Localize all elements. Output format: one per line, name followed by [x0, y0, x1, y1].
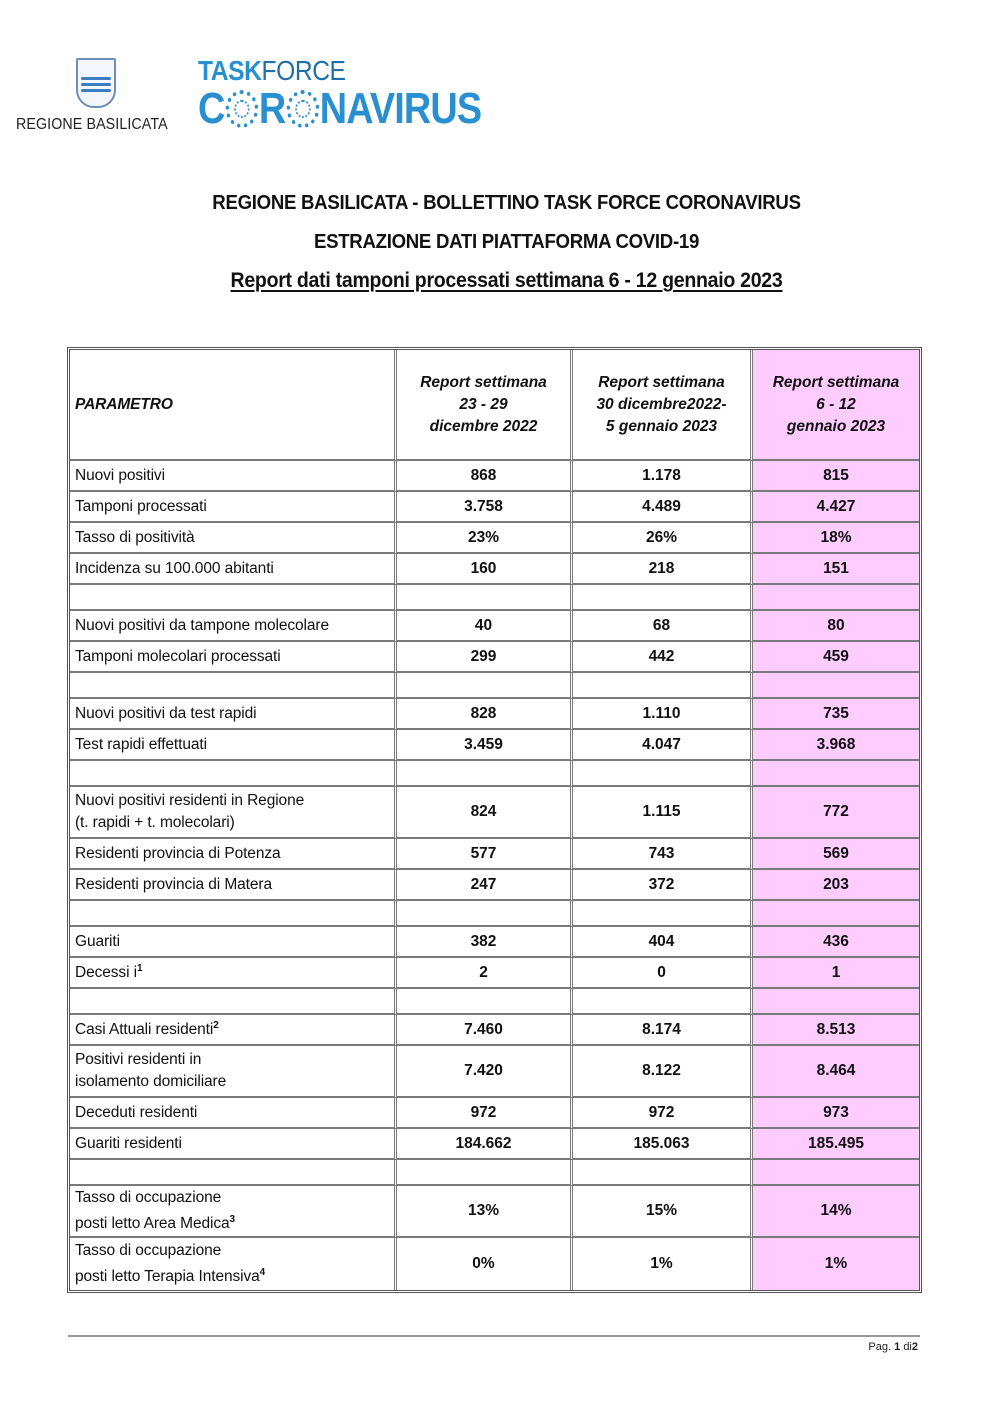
- blank-separator-row: [70, 901, 919, 927]
- value-week-2: 1.110: [573, 699, 753, 730]
- blank-separator-row: [70, 585, 919, 611]
- value-week-3: 151: [753, 554, 919, 585]
- header-week-1: Report settimana 23 - 29 dicembre 2022: [397, 350, 573, 461]
- footnote-marker: 2: [213, 1020, 219, 1031]
- row-label: Deceduti residenti: [70, 1098, 397, 1129]
- crest-icon: [76, 58, 116, 108]
- table-header-row: [70, 350, 919, 461]
- row-label: Guariti residenti: [70, 1129, 397, 1160]
- force-text: FORCE: [261, 55, 346, 86]
- value-week-2: 0: [573, 958, 753, 989]
- table-row: [70, 523, 919, 554]
- table-row: [70, 1015, 919, 1046]
- value-week-1: 299: [397, 642, 573, 673]
- value-week-3: 4.427: [753, 492, 919, 523]
- value-week-2: 15%: [573, 1186, 753, 1238]
- navirus-text: NAVIRUS: [319, 84, 482, 133]
- regione-basilicata-logo: [16, 58, 181, 138]
- value-week-2: 218: [573, 554, 753, 585]
- table-row: [70, 492, 919, 523]
- row-label: Tasso di occupazione posti letto Terapia Intensiva$^4$: [70, 1238, 397, 1290]
- value-week-3: 3.968: [753, 730, 919, 761]
- table-row: [70, 1098, 919, 1129]
- value-week-3: 1%: [753, 1238, 919, 1290]
- blank-separator-row: [70, 989, 919, 1015]
- value-week-1: 382: [397, 927, 573, 958]
- task-text: TASK: [198, 55, 262, 86]
- value-week-1: 40: [397, 611, 573, 642]
- row-label: Positivi residenti in isolamento domiciliare: [70, 1046, 397, 1098]
- row-label: Residenti provincia di Potenza: [70, 839, 397, 870]
- value-week-1: 7.420: [397, 1046, 573, 1098]
- value-week-3: 14%: [753, 1186, 919, 1238]
- table-row: [70, 1186, 919, 1238]
- table-row: [70, 554, 919, 585]
- value-week-3: 973: [753, 1098, 919, 1129]
- virus-icon: [286, 90, 319, 128]
- coronavirus-wordmark: [198, 86, 481, 132]
- region-name: REGIONE BASILICATA: [16, 116, 168, 133]
- row-label: Tamponi processati: [70, 492, 397, 523]
- table-row: [70, 1046, 919, 1098]
- value-week-3: 772: [753, 787, 919, 839]
- blank-separator-row: [70, 761, 919, 787]
- row-label: Tasso di occupazione posti letto Area Medica$^3$: [70, 1186, 397, 1238]
- footer-divider: [68, 1335, 920, 1337]
- report-title: Report dati tamponi processati settimana 6 - 12 gennaio 2023: [230, 269, 783, 292]
- table-row: [70, 611, 919, 642]
- value-week-1: 2: [397, 958, 573, 989]
- value-week-2: 743: [573, 839, 753, 870]
- row-label: Guariti: [70, 927, 397, 958]
- value-week-1: 160: [397, 554, 573, 585]
- footnote-marker: 3: [229, 1214, 235, 1225]
- value-week-1: 23%: [397, 523, 573, 554]
- bulletin-subtitle: ESTRAZIONE DATI PIATTAFORMA COVID-19: [313, 231, 700, 253]
- value-week-1: 824: [397, 787, 573, 839]
- footnote-marker: 4: [259, 1267, 266, 1278]
- row-label: Decessi $i^1$: [70, 958, 397, 989]
- value-week-3: 185.495: [753, 1129, 919, 1160]
- value-week-2: 68: [573, 611, 753, 642]
- value-week-1: 7.460: [397, 1015, 573, 1046]
- table-row: [70, 927, 919, 958]
- table-row: [70, 1238, 919, 1290]
- value-week-1: 3.459: [397, 730, 573, 761]
- value-week-2: 442: [573, 642, 753, 673]
- value-week-3: 203: [753, 870, 919, 901]
- row-label: Incidenza su 100.000 abitanti: [70, 554, 397, 585]
- row-label: Tasso di positività: [70, 523, 397, 554]
- value-week-2: 404: [573, 927, 753, 958]
- value-week-3: 18%: [753, 523, 919, 554]
- value-week-3: 80: [753, 611, 919, 642]
- row-label: Nuovi positivi: [70, 461, 397, 492]
- value-week-3: 8.513: [753, 1015, 919, 1046]
- footnote-marker: 1: [136, 963, 143, 974]
- value-week-2: 185.063: [573, 1129, 753, 1160]
- value-week-2: 26%: [573, 523, 753, 554]
- value-week-2: 972: [573, 1098, 753, 1129]
- value-week-2: 4.489: [573, 492, 753, 523]
- row-label: Casi Attuali residenti$^2$: [70, 1015, 397, 1046]
- value-week-3: 815: [753, 461, 919, 492]
- table-row: [70, 958, 919, 989]
- value-week-1: 13%: [397, 1186, 573, 1238]
- header-week-2: Report settimana 30 dicembre2022- 5 gennaio 2023: [573, 350, 753, 461]
- value-week-2: 8.174: [573, 1015, 753, 1046]
- bulletin-title: REGIONE BASILICATA - BOLLETTINO TASK FORCE CORONAVIRUS: [212, 192, 801, 214]
- value-week-3: 569: [753, 839, 919, 870]
- row-label: Tamponi molecolari processati: [70, 642, 397, 673]
- value-week-1: 0%: [397, 1238, 573, 1290]
- value-week-1: 184.662: [397, 1129, 573, 1160]
- table-row: [70, 787, 919, 839]
- row-label: Nuovi positivi residenti in Regione (t. rapidi + t. molecolari): [70, 787, 397, 839]
- row-label: Residenti provincia di Matera: [70, 870, 397, 901]
- data-table: [67, 347, 922, 1293]
- value-week-1: 3.758: [397, 492, 573, 523]
- value-week-3: 436: [753, 927, 919, 958]
- value-week-1: 247: [397, 870, 573, 901]
- value-week-2: 4.047: [573, 730, 753, 761]
- value-week-2: 1.178: [573, 461, 753, 492]
- value-week-1: 972: [397, 1098, 573, 1129]
- value-week-2: 1%: [573, 1238, 753, 1290]
- value-week-3: 8.464: [753, 1046, 919, 1098]
- table-row: [70, 839, 919, 870]
- r-letter: R: [258, 84, 286, 133]
- table-row: [70, 699, 919, 730]
- table-row: [70, 642, 919, 673]
- table-row: [70, 461, 919, 492]
- row-label: Test rapidi effettuati: [70, 730, 397, 761]
- table-row: [70, 1129, 919, 1160]
- value-week-3: 1: [753, 958, 919, 989]
- header-parametro: PARAMETRO: [70, 350, 397, 461]
- header-week-3: Report settimana 6 - 12 gennaio 2023: [753, 350, 919, 461]
- table-row: [70, 730, 919, 761]
- row-label: Nuovi positivi da tampone molecolare: [70, 611, 397, 642]
- value-week-2: 1.115: [573, 787, 753, 839]
- value-week-1: 828: [397, 699, 573, 730]
- c-letter: C: [198, 84, 225, 133]
- value-week-1: 577: [397, 839, 573, 870]
- table-row: [70, 870, 919, 901]
- value-week-2: 372: [573, 870, 753, 901]
- virus-icon: [225, 90, 258, 128]
- blank-separator-row: [70, 673, 919, 699]
- row-label: Nuovi positivi da test rapidi: [70, 699, 397, 730]
- value-week-3: 735: [753, 699, 919, 730]
- taskforce-wordmark: [198, 56, 488, 86]
- value-week-3: 459: [753, 642, 919, 673]
- taskforce-coronavirus-logo: [198, 56, 527, 132]
- value-week-2: 8.122: [573, 1046, 753, 1098]
- value-week-1: 868: [397, 461, 573, 492]
- page-number: Pag. 1 di2: [868, 1341, 918, 1353]
- blank-separator-row: [70, 1160, 919, 1186]
